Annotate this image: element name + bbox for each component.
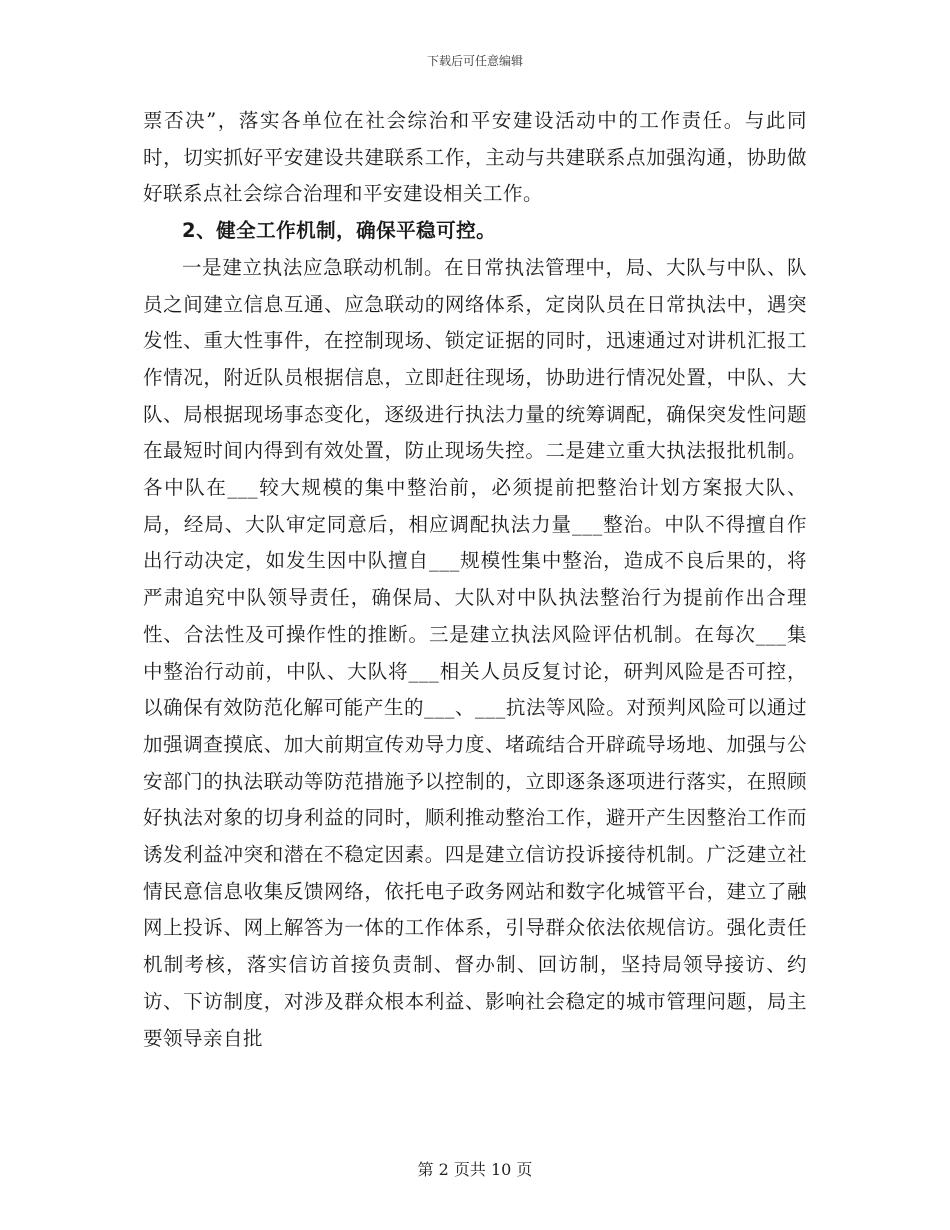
page-header: 下载后可任意编辑 [426, 54, 523, 68]
document-body [143, 103, 807, 1057]
section-heading: 2、健全工作机制，确保平稳可控。 [182, 219, 497, 243]
paragraph-2: 一是建立执法应急联动机制。在日常执法管理中，局、大队与中队、队员之间建立信息互通、应急联动的网络体系，定岗队员在日常执法中，遇突发性、重大性事件，在控制现场、锁定证据的同时，迅速通过对讲机汇报工作情况，附近队员根据信息，立即赶往现场，协助进行情况处置，中队、大队、局根据现场事态变化，逐级进行执法力量的统筹调配，确保突发性问题在最短时间内得到有效处置，防止现场失控。二是建立重大执法报批机制。各中队在___较大规模的集中整治前，必须提前把整治计划方案报大队、局，经局、大队审定同意后，相应调配执法力量___整治。中队不得擅自作出行动决定，如发生因中队擅自___规模性集中整治，造成不良后果的，将严肃追究中队领导责任，确保局、大队对中队执法整治行为提前作出合理性、合法性及可操作性的推断。三是建立执法风险评估机制。在每次___集中整治行动前，中队、大队将___相关人员反复讨论，研判风险是否可控，以确保有效防范化解可能产生的___、___抗法等风险。对预判风险可以通过加强调查摸底、加大前期宣传劝导力度、堵疏结合开辟疏导场地、加强与公安部门的执法联动等防范措施予以控制的，立即逐条逐项进行落实，在照顾好执法对象的切身利益的同时，顺利推动整治工作，避开产生因整治工作而诱发利益冲突和潜在不稳定因素。四是建立信访投诉接待机制。广泛建立社情民意信息收集反馈网络，依托电子政务网站和数字化城管平台，建立了融网上投诉、网上解答为一体的工作体系，引导群众依法依规信访。强化责任机制考核，落实信访首接负责制、督办制、回访制，坚持局领导接访、约访、下访制度，对涉及群众根本利益、影响社会稳定的城市管理问题，局主要领导亲自批 [143, 255, 807, 1050]
page-footer: 第 2 页共 10 页 [417, 1160, 533, 1179]
paragraph-1: 票否决”，落实各单位在社会综治和平安建设活动中的工作责任。与此同时，切实抓好平安建设共建联系工作，主动与共建联系点加强沟通，协助做好联系点社会综合治理和平安建设相关工作。 [143, 109, 807, 206]
